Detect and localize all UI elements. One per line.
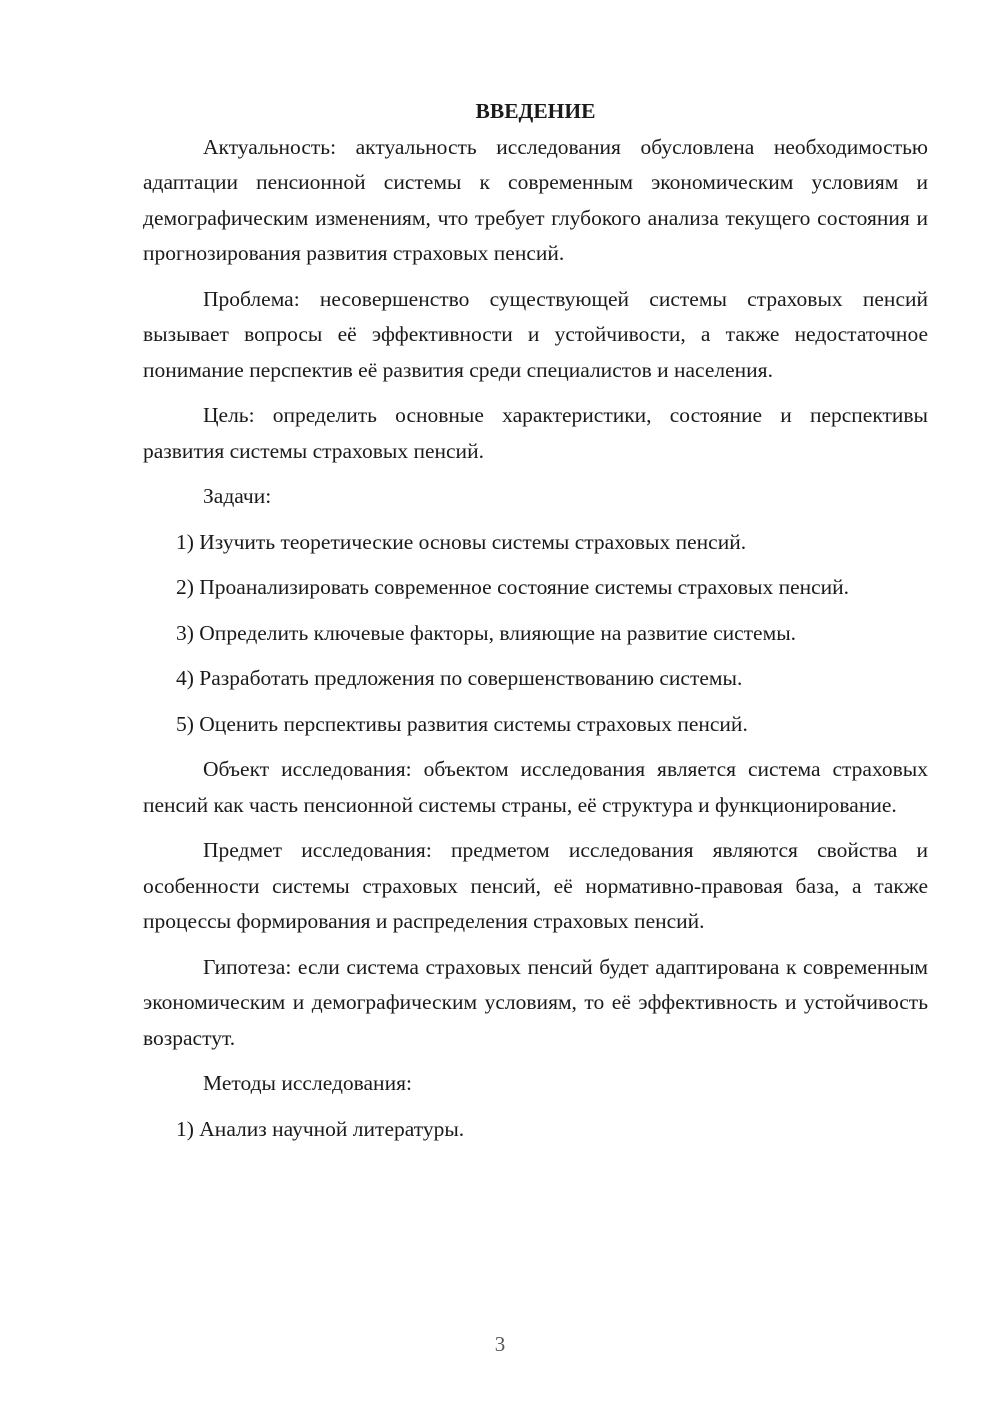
paragraph-goal: Цель: определить основные характеристики, состояние и перспективы развития системы страховых пенсий. (143, 403, 928, 463)
page-number: 3 (494, 1332, 506, 1356)
paragraph-tasks-heading: Задачи: (203, 484, 272, 508)
task-item-5: 5) Оценить перспективы развития системы страховых пенсий. (176, 711, 748, 736)
task-item-1: 1) Изучить теоретические основы системы страховых пенсий. (176, 529, 747, 554)
paragraph-hypothesis: Гипотеза: если система страховых пенсий будет адаптирована к современным экономическим и демографическим условиям, то её эффективность и устойчивость возрастут. (143, 954, 928, 1050)
task-item-4: 4) Разработать предложения по совершенствованию системы. (176, 666, 743, 690)
section-title: ВВЕДЕНИЕ (475, 99, 596, 123)
paragraph-relevance: Актуальность: актуальность исследования обусловлена необходимостью адаптации пенсионной системы к современным экономическим условиям и демографическим изменениям, что требует глубокого анализа текущего состояния и прогнозирования развития страховых пенсий. (143, 134, 928, 265)
task-item-2: 2) Проанализировать современное состояние системы страховых пенсий. (176, 575, 850, 599)
paragraph-methods-heading: Методы исследования: (203, 1071, 412, 1095)
paragraph-object: Объект исследования: объектом исследования является система страховых пенсий как часть пенсионной системы страны, её структура и функционирование. (143, 757, 928, 817)
document-page (143, 94, 928, 1157)
method-item-1: 1) Анализ научной литературы. (176, 1116, 465, 1141)
paragraph-problem: Проблема: несовершенство существующей системы страховых пенсий вызывает вопросы её эффективности и устойчивости, а также недостаточное понимание перспектив её развития среди специалистов и населения. (143, 286, 928, 382)
task-item-3: 3) Определить ключевые факторы, влияющие на развитие системы. (176, 620, 797, 645)
paragraph-subject: Предмет исследования: предметом исследования являются свойства и особенности системы страховых пенсий, её нормативно-правовая база, а также процессы формирования и распределения страховых пенсий. (143, 838, 928, 933)
